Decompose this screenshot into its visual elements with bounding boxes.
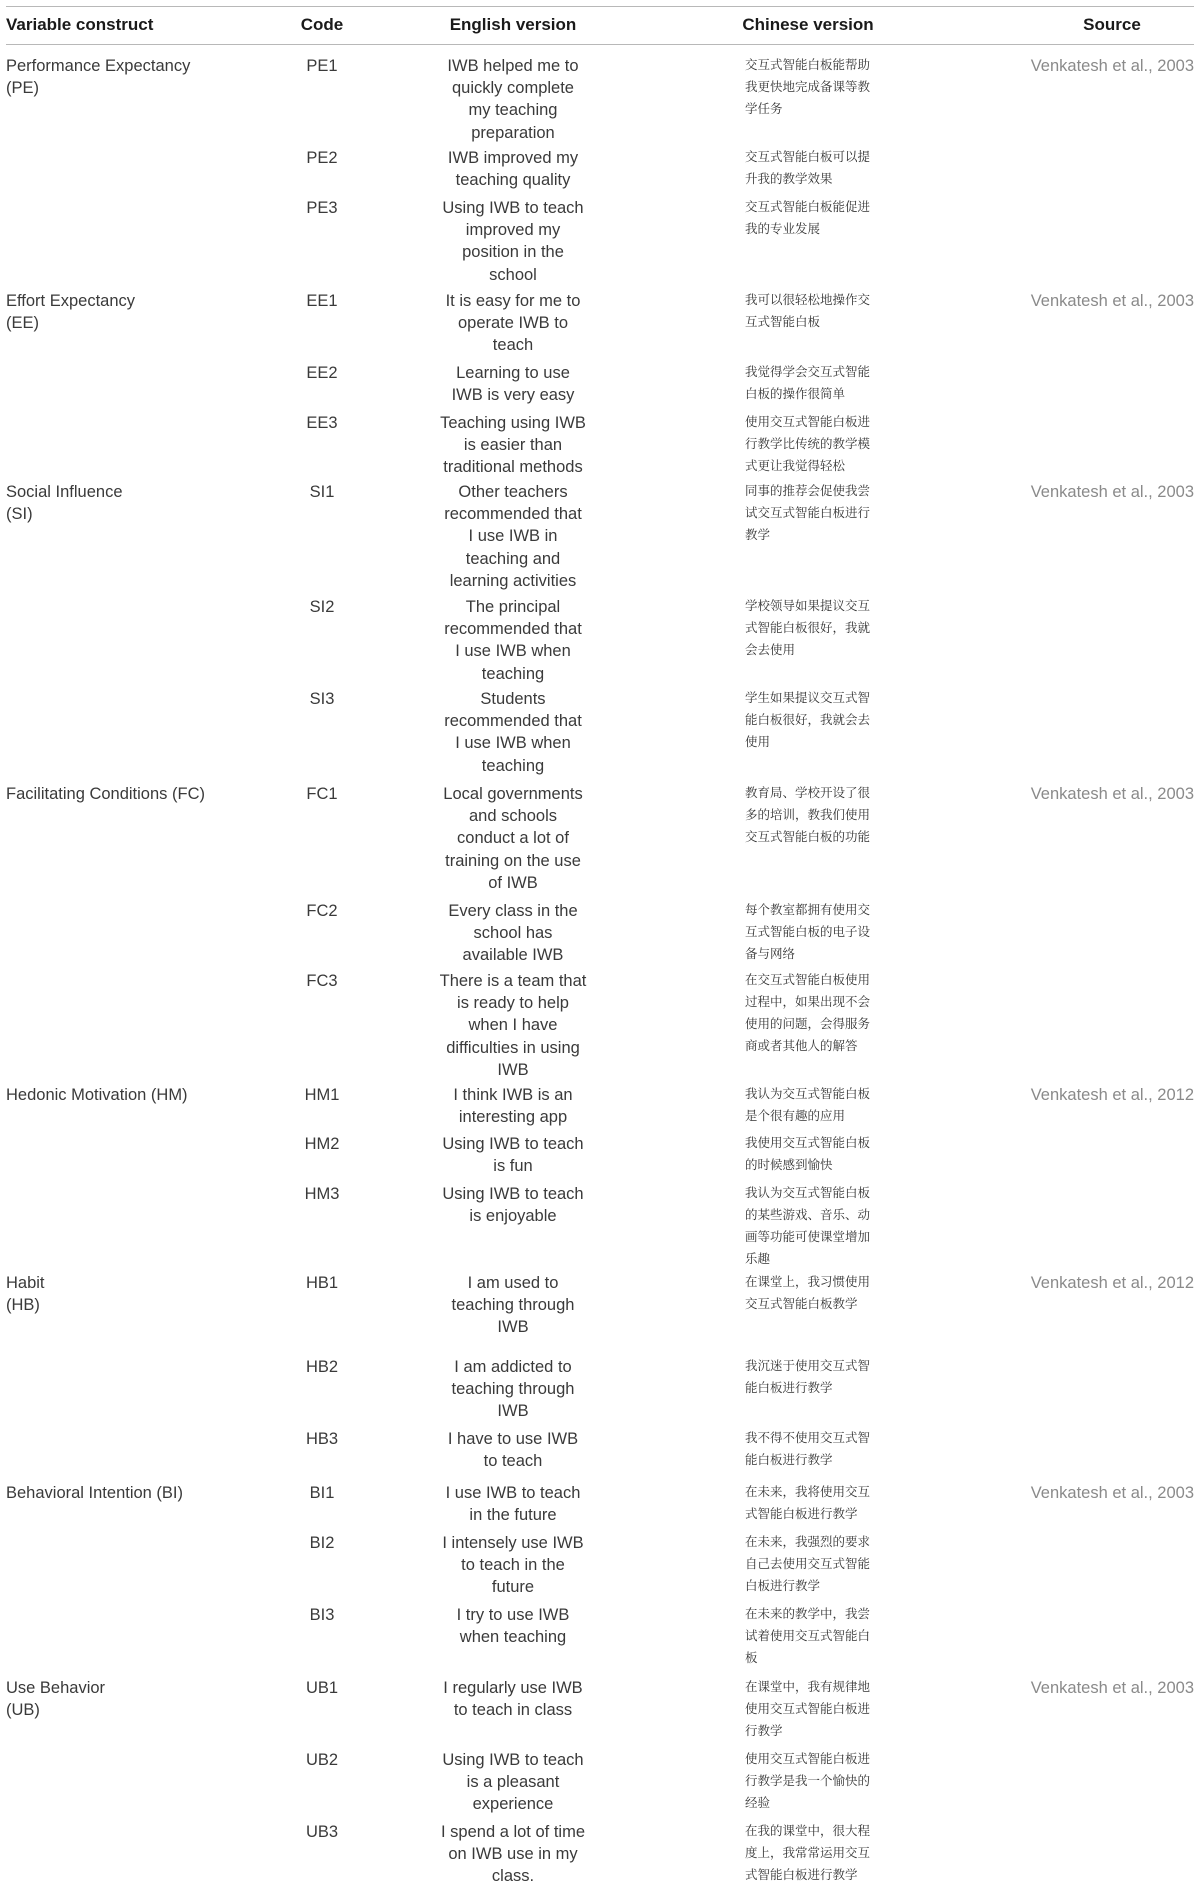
english-item: The principal recommended that I use IWB when teaching [444, 598, 582, 683]
english-item: Local governments and schools conduct a lot of training on the use of IWB [443, 785, 583, 892]
english-item: Using IWB to teach improved my position in the school [442, 199, 584, 284]
item-code: UB3 [305, 1823, 339, 1841]
item-code: UB2 [305, 1751, 339, 1769]
variable-construct: Performance Expectancy (PE) [6, 57, 191, 97]
table-top-rule [6, 6, 1194, 7]
english-item: I regularly use IWB to teach in class [443, 1679, 583, 1720]
item-code: UB1 [305, 1679, 339, 1697]
item-code: SI1 [309, 483, 335, 501]
chinese-item: 使用交互式智能白板进 行教学是我一个愉快的 经验 [745, 1751, 871, 1810]
english-item: It is easy for me to operate IWB to teach [445, 292, 581, 355]
chinese-item: 我沉迷于使用交互式智 能白板进行教学 [745, 1358, 871, 1395]
header-english-version: English version [449, 15, 577, 34]
item-code: SI3 [309, 690, 335, 708]
chinese-item: 每个教室都拥有使用交 互式智能白板的电子设 备与网络 [745, 902, 871, 961]
english-item: I spend a lot of time on IWB use in my class. [441, 1823, 585, 1886]
chinese-item: 交互式智能白板能促进 我的专业发展 [745, 199, 871, 236]
chinese-item: 同事的推荐会促使我尝 试交互式智能白板进行 教学 [745, 483, 871, 542]
english-item: I am addicted to teaching through IWB [451, 1358, 575, 1421]
source-citation: Venkatesh et al., 2003 [1030, 57, 1194, 75]
chinese-item: 学校领导如果提议交互 式智能白板很好，我就 会去使用 [745, 598, 871, 657]
item-code: HM1 [304, 1086, 340, 1104]
item-code: HM3 [304, 1185, 340, 1203]
chinese-item: 在交互式智能白板使用 过程中，如果出现不会 使用的问题，会得服务 商或者其他人的解答 [745, 972, 871, 1053]
header-variable-construct: Variable construct [6, 15, 154, 34]
chinese-item: 在未来的教学中，我尝 试着使用交互式智能白 板 [745, 1606, 871, 1665]
item-code: PE2 [306, 149, 338, 167]
chinese-item: 我不得不使用交互式智 能白板进行教学 [745, 1430, 871, 1467]
header-source: Source [1083, 15, 1141, 34]
item-code: FC2 [306, 902, 338, 920]
english-item: I am used to teaching through IWB [451, 1274, 575, 1337]
chinese-item: 在课堂中，我有规律地 使用交互式智能白板进 行教学 [745, 1679, 871, 1738]
header-code: Code [300, 15, 344, 34]
source-citation: Venkatesh et al., 2012 [1030, 1274, 1194, 1292]
chinese-item: 交互式智能白板可以提 升我的教学效果 [745, 149, 871, 186]
chinese-item: 交互式智能白板能帮助 我更快地完成备课等教 学任务 [745, 57, 871, 116]
item-code: HM2 [304, 1135, 340, 1153]
english-item: Every class in the school has available IWB [448, 902, 578, 965]
chinese-item: 学生如果提议交互式智 能白板很好，我就会去 使用 [745, 690, 871, 749]
english-item: I try to use IWB when teaching [456, 1606, 570, 1647]
chinese-item: 我可以很轻松地操作交 互式智能白板 [745, 292, 871, 329]
item-code: EE1 [306, 292, 338, 310]
source-citation: Venkatesh et al., 2003 [1030, 483, 1194, 501]
item-code: BI2 [309, 1534, 335, 1552]
english-item: IWB improved my teaching quality [447, 149, 579, 190]
variable-construct: Use Behavior (UB) [6, 1679, 106, 1719]
header-chinese-version: Chinese version [742, 15, 874, 34]
english-item: Using IWB to teach is a pleasant experience [442, 1751, 584, 1814]
chinese-item: 在课堂上，我习惯使用 交互式智能白板教学 [745, 1274, 871, 1311]
item-code: BI1 [309, 1484, 335, 1502]
item-code: FC3 [306, 972, 338, 990]
item-code: SI2 [309, 598, 335, 616]
item-code: EE2 [306, 364, 338, 382]
english-item: Teaching using IWB is easier than traditional methods [440, 414, 586, 477]
english-item: There is a team that is ready to help when I have difficulties in using IWB [439, 972, 587, 1079]
chinese-item: 我使用交互式智能白板 的时候感到愉快 [745, 1135, 871, 1172]
variable-construct: Effort Expectancy (EE) [6, 292, 136, 332]
chinese-item: 在我的课堂中，很大程 度上，我常常运用交互 式智能白板进行教学 [745, 1823, 871, 1882]
chinese-item: 在未来，我将使用交互 式智能白板进行教学 [745, 1484, 871, 1521]
item-code: EE3 [306, 414, 338, 432]
item-code: PE1 [306, 57, 338, 75]
source-citation: Venkatesh et al., 2003 [1030, 1679, 1194, 1697]
variable-construct: Hedonic Motivation (HM) [6, 1086, 188, 1104]
item-code: HB3 [305, 1430, 339, 1448]
item-code: PE3 [306, 199, 338, 217]
english-item: I think IWB is an interesting app [453, 1086, 573, 1127]
english-item: IWB helped me to quickly complete my teaching preparation [447, 57, 579, 142]
source-citation: Venkatesh et al., 2012 [1030, 1086, 1194, 1104]
chinese-item: 教育局、学校开设了很 多的培训，教我们使用 交互式智能白板的功能 [745, 785, 871, 844]
variable-construct: Facilitating Conditions (FC) [6, 785, 205, 803]
chinese-item: 我觉得学会交互式智能 白板的操作很简单 [745, 364, 871, 401]
item-code: HB1 [305, 1274, 339, 1292]
variable-construct: Habit (HB) [6, 1274, 45, 1314]
item-code: FC1 [306, 785, 338, 803]
source-citation: Venkatesh et al., 2003 [1030, 292, 1194, 310]
table-header-rule [6, 44, 1194, 45]
english-item: I have to use IWB to teach [447, 1430, 579, 1471]
english-item: I intensely use IWB to teach in the future [442, 1534, 584, 1597]
variable-construct: Social Influence (SI) [6, 483, 123, 523]
english-item: Using IWB to teach is fun [442, 1135, 584, 1176]
english-item: Students recommended that I use IWB when teaching [444, 690, 582, 775]
chinese-item: 在未来，我强烈的要求 自己去使用交互式智能 白板进行教学 [745, 1534, 871, 1593]
chinese-item: 使用交互式智能白板进 行教学比传统的教学模 式更让我觉得轻松 [745, 414, 871, 473]
source-citation: Venkatesh et al., 2003 [1030, 1484, 1194, 1502]
source-citation: Venkatesh et al., 2003 [1030, 785, 1194, 803]
english-item: I use IWB to teach in the future [445, 1484, 581, 1525]
item-code: HB2 [305, 1358, 339, 1376]
chinese-item: 我认为交互式智能白板 的某些游戏、音乐、动 画等功能可使课堂增加 乐趣 [745, 1185, 871, 1266]
english-item: Using IWB to teach is enjoyable [442, 1185, 584, 1226]
variable-construct: Behavioral Intention (BI) [6, 1484, 184, 1502]
item-code: BI3 [309, 1606, 335, 1624]
chinese-item: 我认为交互式智能白板 是个很有趣的应用 [745, 1086, 871, 1123]
english-item: Other teachers recommended that I use IWB in teaching and learning activities [444, 483, 582, 590]
english-item: Learning to use IWB is very easy [451, 364, 575, 405]
